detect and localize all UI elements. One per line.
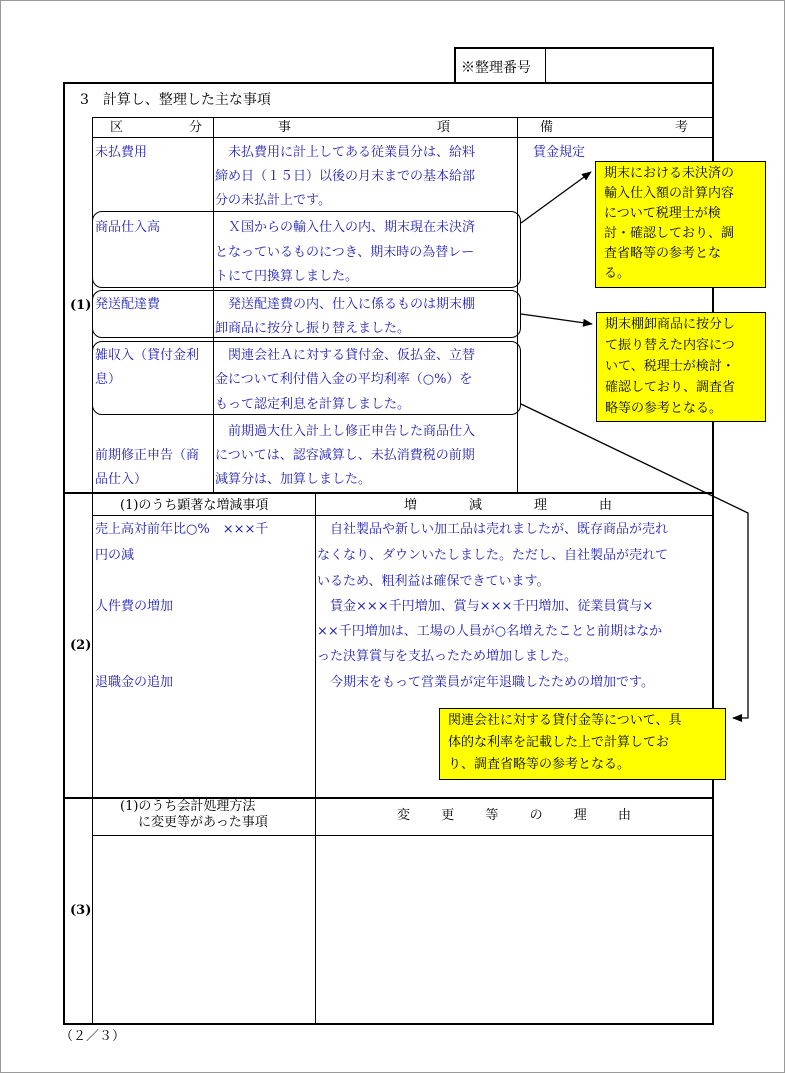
arrow-to-note-misc-income — [521, 404, 748, 718]
section-2-label: (2) — [70, 638, 92, 653]
callout-note-shipping: 期末棚卸商品に按分し て振り替えた内容につ いて、税理士が検討・ 確認しており、調査省 略等の参考となる。 — [596, 312, 766, 422]
row-category: 品仕入） — [95, 472, 148, 487]
section-2-header-right: 増 減 理 由 — [404, 498, 612, 513]
row-content-line: については、認容減算し、未払消費税の前期 — [215, 448, 475, 463]
callout-note-misc-income: 関連会社に対する貸付金等について、具 体的な利率を記載した上で計算してお り、調査省略等の参考となる。 — [439, 708, 726, 780]
row-category: 商品仕入高 — [95, 220, 161, 235]
row-content-line: 関連会社Ａに対する貸付金、仮払金、立替 — [215, 348, 476, 363]
reason-line: 賃金×××千円増加、賞与×××千円増加、従業員賞与× — [317, 599, 654, 614]
reason-line: った決算賞与を支払ったため増加しました。 — [317, 649, 578, 664]
row-category: 息） — [95, 372, 122, 387]
reason-line: ××千円増加は、工場の人員が○名増えたことと前期はなか — [317, 624, 663, 639]
row-content-line: もって認定利息を計算しました。 — [215, 397, 411, 412]
reference-number-label: ※整理番号 — [461, 60, 531, 76]
row-content-line: となっているものにつき、期末時の為替レー — [215, 245, 475, 260]
row-content-line: 発送配達費の内、仕入に係るものは期末棚 — [215, 297, 476, 312]
row-content-line: Ｘ国からの輸入仕入の内、期末現在未決済 — [215, 220, 476, 235]
section-3-label: (3) — [70, 903, 92, 918]
reason-line: 自社製品や新しい加工品は売れましたが、既存商品が売れ — [317, 522, 669, 537]
arrow-to-note-shipping — [521, 314, 592, 324]
section-3-header-left: (1)のうち会計処理方法 — [120, 799, 256, 814]
section-3-header-right: 変 更 等 の 理 由 — [397, 808, 631, 823]
reason-line: 今期末をもって営業員が定年退職したための増加です。 — [317, 675, 654, 690]
section-3-header-left: に変更等があった事項 — [138, 815, 268, 830]
section-2-header-left: (1)のうち顕著な増減事項 — [120, 498, 269, 513]
reason-line: いるため、粗利益は確保できています。 — [317, 574, 550, 589]
page-number: （２／３） — [60, 1029, 126, 1044]
row-content-line: 未払費用に計上してある従業員分は、給料 — [215, 145, 476, 160]
row-category: 雑収入（貸付金利 — [95, 348, 200, 363]
row-content-line: トにて円換算しました。 — [215, 269, 359, 284]
item-text: 円の減 — [95, 548, 135, 563]
row-content-line: 分の未払計上です。 — [215, 193, 331, 208]
row-category: 前期修正申告（商 — [95, 448, 200, 463]
row-category: 未払費用 — [95, 145, 148, 160]
callout-note-purchases: 期末における未決済の 輸入仕入額の計算内容 について税理士が検 討・確認しており、調 査省略等の参考とな る。 — [595, 161, 766, 288]
row-content-line: 締め日（１５日）以後の月末までの基本給部 — [215, 169, 476, 184]
header-matter: 事 項 — [278, 120, 450, 135]
row-content-line: 卸商品に按分し振り替えました。 — [215, 321, 411, 336]
row-remarks: 賃金規定 — [533, 145, 586, 160]
header-remarks: 備 考 — [540, 120, 688, 135]
arrow-to-note-purchases — [521, 172, 591, 223]
section-1-label: (1) — [70, 298, 92, 313]
reason-line: なくなり、ダウンいたしました。ただし、自社製品が売れて — [317, 548, 669, 563]
item-text: 人件費の増加 — [95, 599, 174, 614]
header-category: 区 分 — [110, 120, 202, 135]
item-text: 退職金の追加 — [95, 675, 174, 690]
row-content-line: 金について利付借入金の平均利率（○%）を — [215, 372, 473, 387]
section-title: 3 計算し、整理した主な事項 — [80, 92, 271, 108]
row-content-line: 減算分は、加算しました。 — [215, 472, 372, 487]
row-content-line: 前期過大仕入計上し修正申告した商品仕入 — [215, 424, 476, 439]
item-text: 売上高対前年比○% ×××千 — [95, 522, 269, 537]
row-category: 発送配達費 — [95, 297, 161, 312]
